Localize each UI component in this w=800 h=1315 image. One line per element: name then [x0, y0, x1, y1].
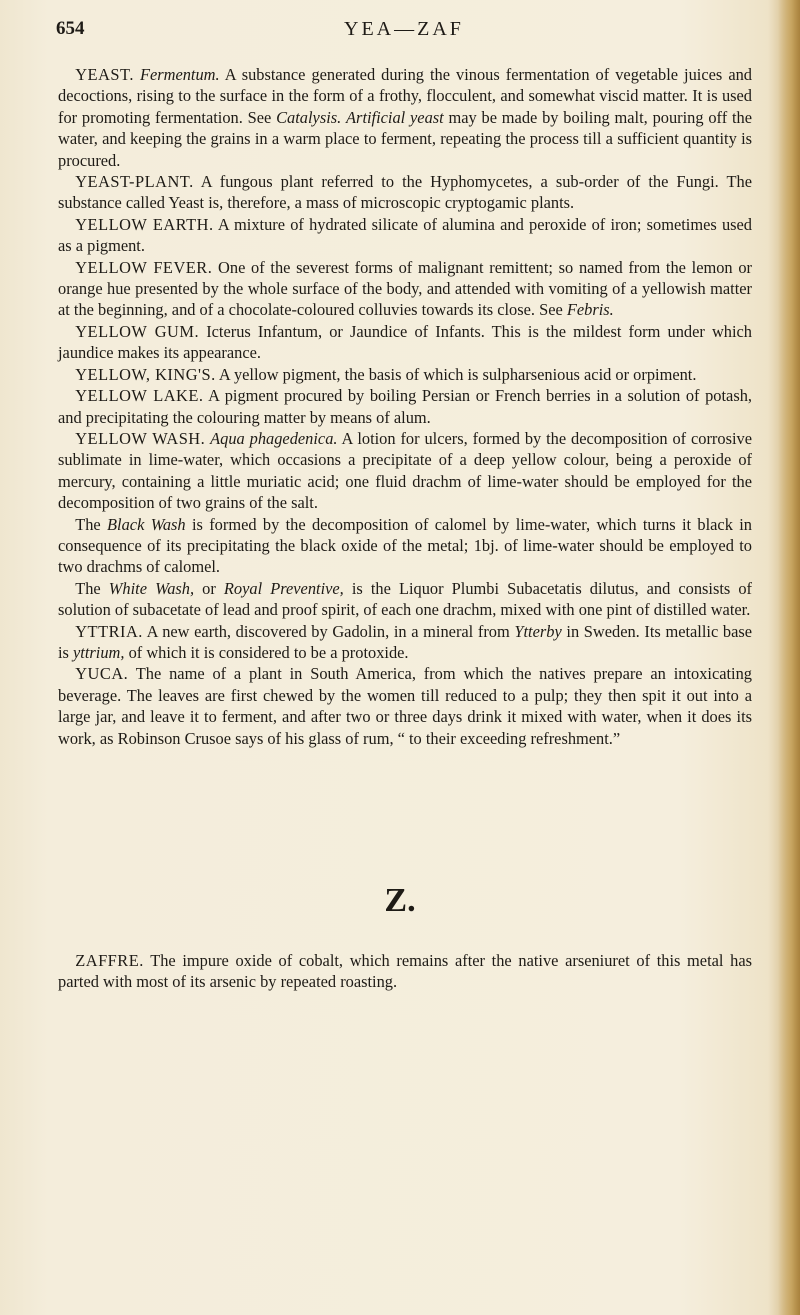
entry-headword: YELLOW GUM.: [75, 321, 200, 341]
dictionary-entry: [58, 385, 752, 428]
dictionary-entry: [58, 171, 752, 214]
entry-text: may be made by boiling malt, pouring off the water, and keeping the grains in a warm place to ferment, repeating the process till a sufficient quantity is procured.: [58, 107, 752, 170]
entry-italic-text: Aqua phagedenica.: [210, 428, 338, 448]
entry-text: in Sweden. Its metallic base is: [58, 621, 752, 662]
entry-headword: YELLOW, KING'S.: [75, 364, 216, 384]
entry-headword: YELLOW EARTH.: [75, 214, 214, 234]
running-head: YEA—ZAF: [344, 18, 464, 40]
entry-italic-text: Royal Preventive,: [223, 578, 344, 598]
entry-italic-text: Ytterby: [514, 621, 562, 641]
entry-text: A substance generated during the vinous fermentation of vegetable juices and decoctions, rising to the surface in the form of a frothy, flocculent, and somewhat viscid matter. It is used for promoting fermentation. See: [58, 65, 752, 127]
entry-text: The: [75, 578, 109, 598]
page-number: 654: [56, 18, 85, 39]
entry-text: or: [194, 578, 224, 598]
section-letter-z: Z.: [384, 882, 416, 919]
entry-headword: ZAFFRE.: [75, 951, 144, 970]
entry-text: A new earth, discovered by Gadolin, in a mineral from: [142, 621, 515, 641]
entry-headword: YELLOW FEVER.: [75, 257, 213, 277]
entry-text: A pigment procured by boiling Persian or French berries in a solution of potash, and precipitating the colouring matter by means of alum.: [58, 386, 752, 427]
entry-italic-text: Black Wash: [107, 514, 186, 534]
entry-text: A yellow pigment, the basis of which is sulpharsenious acid or orpiment.: [215, 364, 697, 384]
entry-text: The impure oxide of cobalt, which remains after the native arseniuret of this metal has parted with most of its arsenic by repeated roasting.: [58, 951, 752, 992]
entry-text: Icterus Infantum, or Jaundice of Infants. This is the mildest form under which jaundice makes its appearance.: [58, 321, 752, 363]
dictionary-entry: [58, 257, 752, 321]
entry-text: One of the severest forms of malignant remittent; so named from the lemon or orange hue presented by the whole surface of the body, and attended with vomiting of a yellowish matter at the beginning, and of a chocolate-coloured colluvies towards its close. See: [58, 257, 752, 320]
entry-text: of which it is considered to be a protoxide.: [124, 642, 409, 662]
dictionary-entry: [58, 321, 752, 364]
dictionary-entry: [58, 663, 752, 749]
dictionary-entries: [58, 64, 752, 749]
entry-headword: YTTRIA.: [75, 621, 143, 641]
entry-italic-text: Fermentum.: [139, 65, 220, 84]
dictionary-entry: [58, 514, 752, 578]
dictionary-entry: [58, 214, 752, 257]
entry-italic-text: White Wash,: [108, 578, 195, 598]
entry-headword: YELLOW WASH.: [75, 428, 206, 448]
entry-headword: YEAST-PLANT.: [75, 172, 194, 192]
entry-headword: YUCA.: [75, 664, 129, 684]
entry-zaffre: [58, 950, 752, 993]
dictionary-entry: [58, 621, 752, 664]
entry-italic-text: yttrium,: [73, 642, 125, 662]
entry-text: A lotion for ulcers, formed by the decomposition of corrosive sublimate in lime-water, which occasions a precipitate of a deep yellow colour, being a peroxide of mercury, containing a little muriatic acid; one fluid drachm of lime-water should be employed for the decomposition of two grains of the salt.: [58, 428, 752, 513]
page-header: [56, 18, 756, 46]
page-edge-shading: [778, 0, 800, 1315]
entry-italic-text: Febris.: [566, 300, 614, 320]
entry-text: A mixture of hydrated silicate of alumina and peroxide of iron; sometimes used as a pigment.: [58, 214, 752, 256]
dictionary-entry: [58, 428, 752, 514]
entry-text: The: [75, 514, 108, 534]
entry-text: The name of a plant in South America, from which the natives prepare an intoxicating beverage. The leaves are first chewed by the women till reduced to a pulp; they then spit it out into a large jar, and leave it to ferment, and after two or three days drink it mixed with water, when it does its work, as Robinson Crusoe says of his glass of rum, “ to their exceeding refreshment.”: [58, 664, 752, 748]
entry-text: is the Liquor Plumbi Subacetatis dilutus, and consists of solution of subacetate of lead and proof spirit, of each one drachm, mixed with one pint of distilled water.: [58, 578, 752, 620]
dictionary-entry: [58, 64, 752, 171]
entry-text: is formed by the decomposition of calomel by lime-water, which turns it black in consequence of its precipitating the black oxide of the metal; 1bj. of lime-water should be employed to two drachms of calomel.: [58, 514, 752, 577]
dictionary-entry: [58, 578, 752, 621]
dictionary-entry: [58, 364, 752, 385]
entry-italic-text: Artificial yeast: [346, 107, 444, 127]
entry-italic-text: Catalysis.: [276, 107, 342, 127]
entry-headword: YEAST.: [75, 65, 134, 84]
entry-headword: YELLOW LAKE.: [75, 386, 204, 406]
entry-text: A fungous plant referred to the Hyphomycetes, a sub-order of the Fungi. The substance called Yeast is, therefore, a mass of microscopic cryptogamic plants.: [58, 172, 752, 213]
